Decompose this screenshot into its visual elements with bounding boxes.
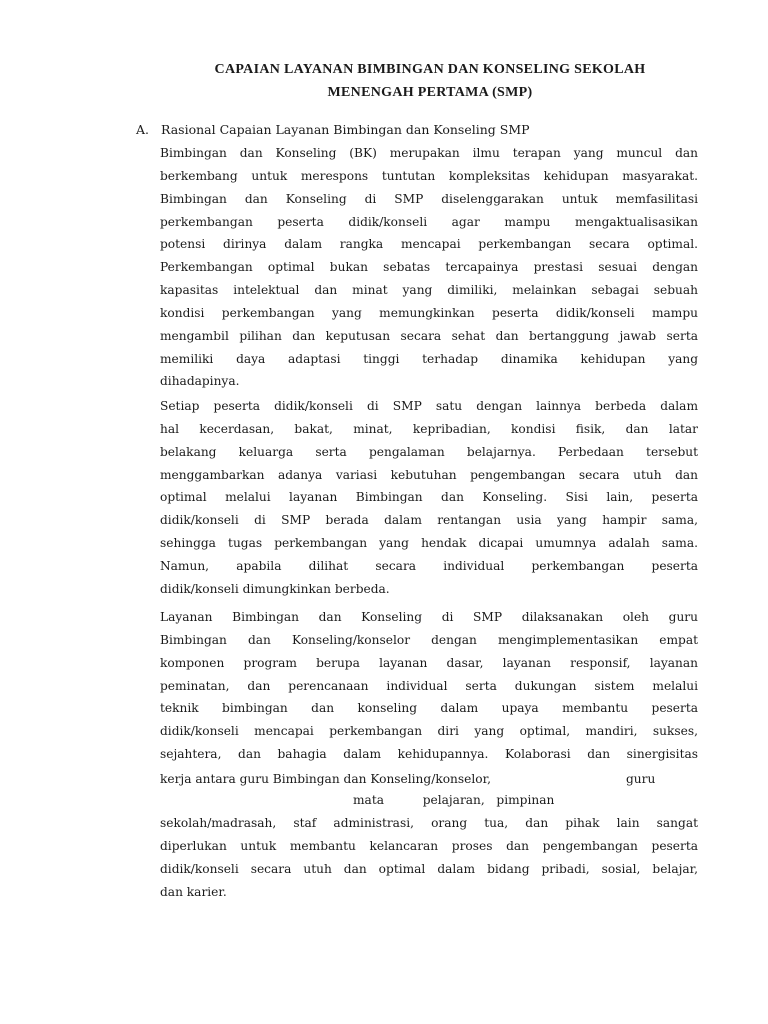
- paragraph-line: berkembang untuk merespons tuntutan kompleksitas kehidupan masyarakat.: [160, 168, 698, 183]
- paragraph-line: kapasitas intelektual dan minat yang dimiliki, melainkan sebagai sebuah: [160, 283, 698, 298]
- paragraph-3-break-line: [160, 768, 698, 790]
- paragraph-line: sekolah/madrasah, staf administrasi, orang tua, dan pihak lain sangat: [160, 816, 698, 830]
- paragraph-line: didik/konseli dimungkinkan berbeda.: [160, 581, 390, 596]
- paragraph-line: Bimbingan dan Konseling (BK) merupakan ilmu terapan yang muncul dan: [160, 146, 698, 160]
- paragraph-4: [160, 812, 698, 903]
- document-title: [160, 58, 700, 104]
- paragraph-1: [160, 142, 698, 393]
- section-heading: [136, 120, 530, 140]
- paragraph-3: [160, 606, 698, 766]
- paragraph-line: belakang keluarga serta pengalaman belajarnya. Perbedaan tersebut: [160, 444, 698, 459]
- paragraph-line: dihadapinya.: [160, 374, 240, 389]
- paragraph-line: didik/konseli mencapai perkembangan diri yang optimal, mandiri, sukses,: [160, 724, 698, 739]
- paragraph-line: menggambarkan adanya variasi kebutuhan pengembangan secara utuh dan: [160, 467, 698, 482]
- paragraph-line: Bimbingan dan Konseling/konselor dengan mengimplementasikan empat: [160, 632, 698, 647]
- paragraph-line: kerja antara guru Bimbingan dan Konseling/konselor,: [160, 772, 491, 786]
- paragraph-line: potensi dirinya dalam rangka mencapai perkembangan secara optimal.: [160, 237, 698, 252]
- paragraph-line: peminatan, dan perencanaan individual serta dukungan sistem melalui: [160, 678, 698, 693]
- paragraph-line: perkembangan peserta didik/konseli agar mampu mengaktualisasikan: [160, 214, 698, 229]
- paragraph-line: optimal melalui layanan Bimbingan dan Konseling. Sisi lain, peserta: [160, 490, 698, 505]
- paragraph-line: dan karier.: [160, 884, 227, 899]
- paragraph-line: komponen program berupa layanan dasar, layanan responsif, layanan: [160, 655, 698, 670]
- paragraph-line: didik/konseli secara utuh dan optimal dalam bidang pribadi, sosial, belajar,: [160, 861, 698, 876]
- paragraph-line: teknik bimbingan dan konseling dalam upaya membantu peserta: [160, 701, 698, 716]
- section-letter: A.: [136, 122, 150, 137]
- paragraph-line: Layanan Bimbingan dan Konseling di SMP dilaksanakan oleh guru: [160, 610, 698, 624]
- paragraph-2: [160, 395, 698, 601]
- paragraph-line: Perkembangan optimal bukan sebatas tercapainya prestasi sesuai dengan: [160, 260, 698, 275]
- section-heading-text: Rasional Capaian Layanan Bimbingan dan Konseling SMP: [161, 122, 530, 137]
- paragraph-line: memiliki daya adaptasi tinggi terhadap dinamika kehidupan yang: [160, 351, 698, 366]
- paragraph-line: Setiap peserta didik/konseli di SMP satu dengan lainnya berbeda dalam: [160, 399, 698, 413]
- paragraph-line: Namun, apabila dilihat secara individual perkembangan peserta: [160, 558, 698, 573]
- title-line-1: CAPAIAN LAYANAN BIMBINGAN DAN KONSELING SEKOLAH: [214, 62, 646, 77]
- paragraph-line: didik/konseli di SMP berada dalam rentangan usia yang hampir sama,: [160, 513, 698, 528]
- paragraph-line: kondisi perkembangan yang memungkinkan peserta didik/konseli mampu: [160, 305, 698, 320]
- paragraph-line: diperlukan untuk membantu kelancaran proses dan pengembangan peserta: [160, 838, 698, 853]
- paragraph-line: mata pelajaran, pimpinan: [353, 793, 555, 807]
- paragraph-line: sehingga tugas perkembangan yang hendak dicapai umumnya adalah sama.: [160, 536, 698, 551]
- paragraph-line: guru: [626, 772, 656, 786]
- paragraph-line: mengambil pilihan dan keputusan secara sehat dan bertanggung jawab serta: [160, 328, 698, 343]
- paragraph-line: hal kecerdasan, bakat, minat, kepribadian, kondisi fisik, dan latar: [160, 421, 698, 436]
- paragraph-line: sejahtera, dan bahagia dalam kehidupannya. Kolaborasi dan sinergisitas: [160, 747, 698, 762]
- title-line-2: MENENGAH PERTAMA (SMP): [327, 85, 533, 100]
- paragraph-line: Bimbingan dan Konseling di SMP diselenggarakan untuk memfasilitasi: [160, 191, 698, 206]
